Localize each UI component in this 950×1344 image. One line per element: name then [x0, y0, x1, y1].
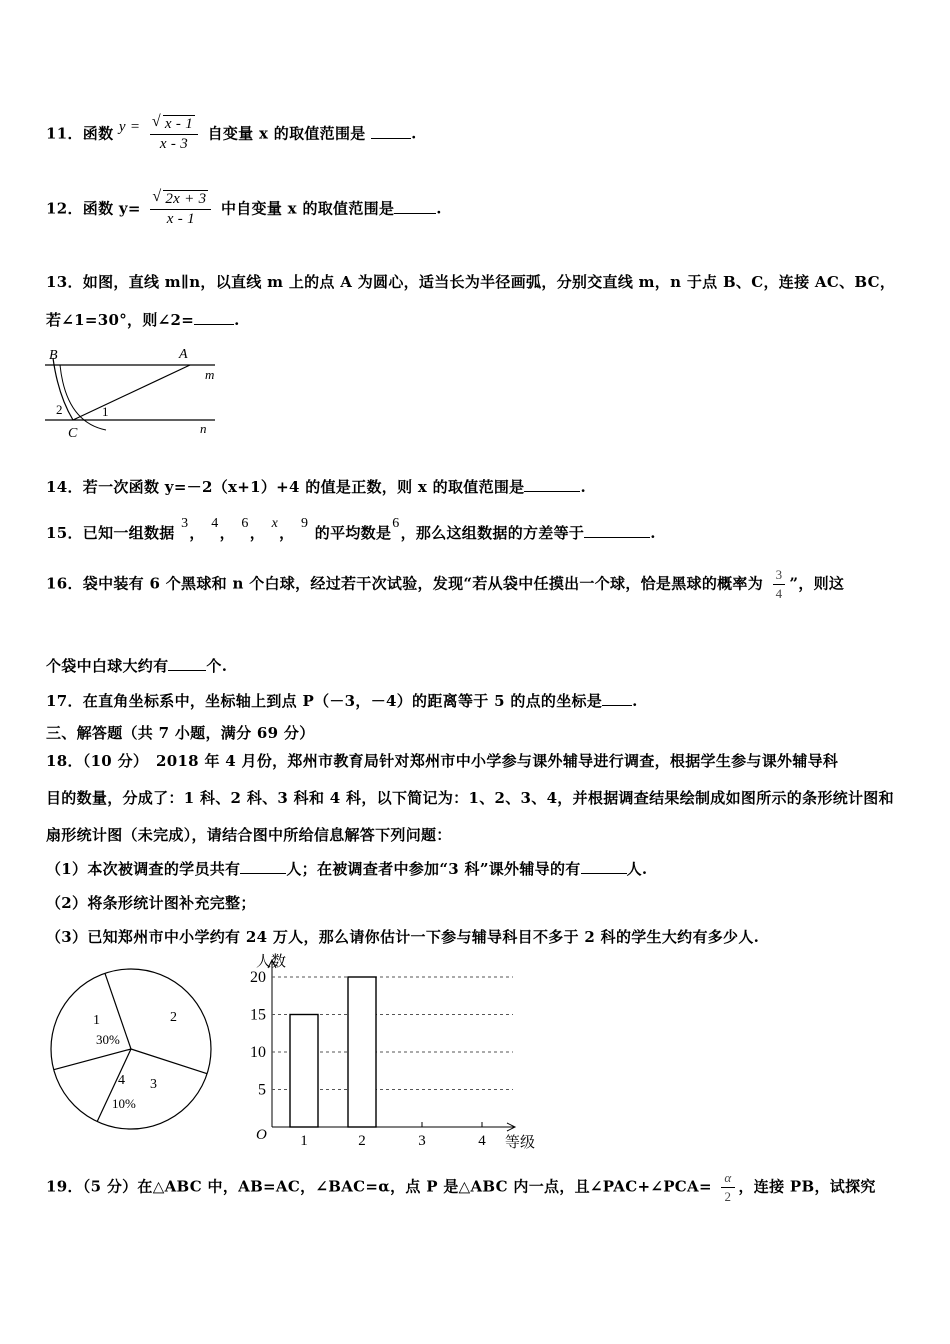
- question-16-line2: 个袋中白球大约有 个.: [46, 657, 228, 675]
- answer-blank[interactable]: [194, 310, 234, 325]
- geometry-figure: [40, 340, 230, 440]
- pie-chart: [48, 966, 214, 1132]
- x-tick-1: 1: [300, 1133, 308, 1149]
- pie-boundary-4: [54, 1049, 131, 1070]
- label-b: B: [49, 348, 58, 363]
- origin-label: O: [256, 1127, 267, 1143]
- y-tick-15: 15: [250, 1006, 266, 1024]
- x-tick-4: 4: [478, 1133, 486, 1149]
- pie-slice-3-label: 3: [150, 1077, 157, 1092]
- y-tick-10: 10: [250, 1044, 266, 1061]
- bar-2: [348, 977, 376, 1127]
- q19-fraction: $\frac{\alpha}{2}$: [721, 1170, 734, 1205]
- pie-slice-4-label: 4: [118, 1073, 125, 1088]
- question-18-line1: 18．（10 分） 2018 年 4 月份，郑州市教育局针对郑州市中小学参与课外辅导进行调查，根据学生参与课外辅导科: [46, 752, 839, 770]
- question-18-line3: 扇形统计图（未完成），请结合图中所给信息解答下列问题：: [46, 826, 452, 844]
- question-18-line2: 目的数量，分成了：1 科、2 科、3 科和 4 科，以下简记为：1、2、3、4，并根据调查结果绘制成如图所示的条形统计图和: [46, 789, 894, 807]
- label-m: m: [205, 367, 215, 382]
- label-a: A: [179, 347, 188, 362]
- question-13-line1: 13．如图，直线 m∥n，以直线 m 上的点 A 为圆心，适当长为半径画弧，分别交直线 m，n 于点 B、C，连接 AC、BC，: [46, 273, 896, 291]
- y-tick-5: 5: [258, 1081, 266, 1099]
- bar-1: [290, 1015, 318, 1128]
- q11-lhs: y =: [118, 118, 141, 135]
- q16-fraction: $\frac{3}{4}$: [773, 567, 786, 602]
- question-18-part3: （3）已知郑州市中小学约有 24 万人，那么请你估计一下参与辅导科目不多于 2 科的学生大约有多少人.: [46, 928, 760, 946]
- angle-2-label: 2: [56, 402, 63, 417]
- question-17: 17．在直角坐标系中，坐标轴上到点 P（－3，－4）的距离等于 5 的点的坐标是 .: [46, 692, 638, 710]
- question-16: 16．袋中装有 6 个黑球和 n 个白球，经过若干次试验，发现“若从袋中任摸出一个球，恰是黑球的概率为 $\frac{3}{4}$ ”，则这: [46, 567, 845, 601]
- answer-blank[interactable]: [394, 199, 436, 214]
- x-axis-label: 等级: [505, 1135, 536, 1151]
- question-14: 14．若一次函数 y=－2（x+1）+4 的值是正数，则 x 的取值范围是 .: [46, 478, 587, 496]
- y-tick-20: 20: [250, 969, 266, 986]
- question-13-line2: 若∠1=30°，则∠2= .: [46, 311, 240, 329]
- y-axis-label: 人数: [256, 954, 287, 970]
- pie-boundary-2: [131, 1049, 207, 1074]
- answer-blank[interactable]: [371, 124, 411, 139]
- question-11: 11．函数 y = √ $\frac{x - 1}{x - 3}$ 自变量 x 的取值范围是 .: [46, 116, 417, 153]
- q11-fraction: √ $\frac{x - 1}{x - 3}$: [150, 116, 198, 153]
- q12-fraction: √ $\frac{2x + 3}{x - 1}$: [150, 191, 211, 228]
- label-n: n: [200, 421, 207, 436]
- question-18-part2: （2）将条形统计图补充完整；: [46, 894, 256, 912]
- pie-slice-4-percent: 10%: [112, 1096, 136, 1111]
- answer-blank[interactable]: [168, 656, 206, 671]
- segment-ac: [73, 365, 190, 420]
- answer-blank[interactable]: [240, 859, 286, 874]
- x-tick-2: 2: [358, 1133, 366, 1149]
- angle-1-label: 1: [102, 404, 109, 419]
- question-19: 19．（5 分）在△ABC 中，AB=AC，∠BAC=α，点 P 是△ABC 内一点，且∠PAC+∠PCA= $\frac{\alpha}{2}$ ，连接 PB，试探究: [46, 1170, 876, 1204]
- pie-slice-2-label: 2: [170, 1010, 177, 1025]
- answer-blank[interactable]: [602, 691, 632, 706]
- answer-blank[interactable]: [584, 523, 650, 538]
- x-tick-3: 3: [418, 1133, 426, 1149]
- question-12: 12．函数 y= √ $\frac{2x + 3}{x - 1}$ 中自变量 x 的取值范围是 .: [46, 191, 442, 228]
- pie-slice-1-percent: 30%: [96, 1032, 120, 1047]
- label-c: C: [68, 426, 78, 440]
- bar-chart: [240, 952, 550, 1157]
- question-18-part1: （1）本次被调查的学员共有 人；在被调查者中参加“3 科”课外辅导的有 人.: [46, 860, 648, 878]
- answer-blank[interactable]: [581, 859, 627, 874]
- pie-slice-1-label: 1: [93, 1013, 100, 1028]
- question-15: 15．已知一组数据 3， 4， 6， x， 9 的平均数是6，那么这组数据的方差等于 .: [46, 516, 656, 542]
- section-title: 三、解答题（共 7 小题，满分 69 分）: [46, 724, 315, 742]
- answer-blank[interactable]: [524, 477, 580, 492]
